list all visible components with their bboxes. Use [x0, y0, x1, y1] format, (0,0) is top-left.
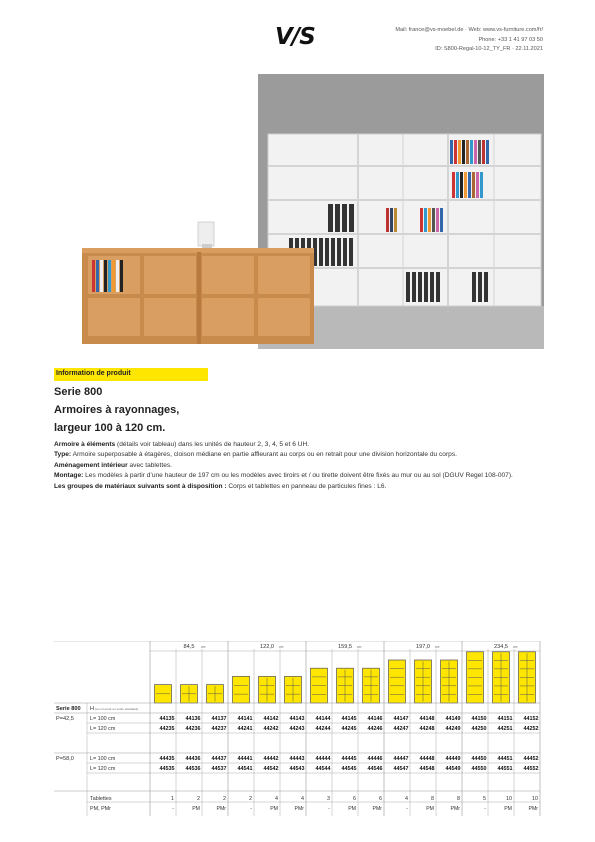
shelves-count: 8 — [457, 796, 460, 802]
description-label: Aménagement intérieur — [54, 461, 128, 469]
description-line — [54, 461, 544, 471]
article-code: 44250 — [471, 726, 487, 732]
shelves-count: 4 — [301, 796, 304, 802]
shelves-count: 4 — [275, 796, 278, 802]
article-code: 44244 — [315, 726, 331, 732]
article-code: 44544 — [315, 766, 331, 772]
description-line — [54, 440, 544, 450]
shelves-label: Tablettes — [90, 796, 112, 802]
article-code: 44236 — [185, 726, 201, 732]
article-code: 44543 — [289, 766, 305, 772]
article-code: 44148 — [419, 716, 435, 722]
description-text: Corps et tablettes en panneau de particules fines : L6. — [226, 482, 387, 490]
article-code: 44547 — [393, 766, 409, 772]
shelves-count: 10 — [532, 796, 538, 802]
height-unit: cm — [201, 645, 206, 649]
article-code: 44243 — [289, 726, 305, 732]
contact-mail: Mail: france@vs-moebel.de · Web: www.vs-furniture.com/fr/ — [395, 27, 543, 33]
shelves-count: 1 — [171, 796, 174, 802]
description-text: (détails voir tableau) dans les unités de hauteur 2, 3, 4, 5 et 6 UH. — [115, 441, 310, 448]
article-code: 44151 — [497, 716, 513, 722]
height-label: H — [90, 706, 95, 712]
height-note: (en cm pour un socle standard) — [95, 707, 138, 711]
description-text: Les modèles à partir d’une hauteur de 197 cm ou les modèles avec tiroirs et / ou tirette doivent être fixés au mur ou au sol (DGUV Regel 108-007). — [83, 472, 513, 480]
article-code: 44146 — [367, 716, 383, 722]
partition-type: - — [484, 806, 486, 812]
article-code: 44235 — [159, 726, 175, 732]
cabinet-icon — [389, 660, 406, 703]
partition-type: PMr — [450, 806, 460, 812]
article-code: 44141 — [237, 716, 253, 722]
article-code: 44251 — [497, 726, 513, 732]
partition-type: - — [172, 806, 174, 812]
partition-type: PM — [504, 806, 512, 812]
article-code: 44136 — [185, 716, 201, 722]
shelves-count: 3 — [327, 796, 330, 802]
height-unit: cm — [357, 645, 362, 649]
shelves-count: 6 — [353, 796, 356, 802]
article-code: 44448 — [419, 756, 435, 762]
article-code: 44437 — [211, 756, 227, 762]
description-label: Les groupes de matériaux suivants sont à disposition : — [54, 482, 227, 490]
article-code: 44245 — [341, 726, 357, 732]
article-code: 44542 — [263, 766, 279, 772]
width-label: L= 100 cm — [90, 756, 116, 762]
article-code: 44446 — [367, 756, 383, 762]
product-name-line2: largeur 100 à 120 cm. — [54, 422, 166, 434]
description-label: Armoire à éléments — [54, 441, 116, 448]
article-code: 44147 — [393, 716, 409, 722]
article-code: 44445 — [341, 756, 357, 762]
description-label: Type: — [54, 451, 72, 459]
depth-label: P=42,5 — [56, 716, 74, 722]
partition-type: PMr — [294, 806, 304, 812]
article-code: 44237 — [211, 726, 227, 732]
partition-type: - — [406, 806, 408, 812]
height-value: 84,5 — [183, 644, 195, 650]
article-code: 44150 — [471, 716, 487, 722]
article-code: 44548 — [419, 766, 435, 772]
contact-phone: Phone: +33 1 41 97 03 50 — [478, 36, 543, 43]
article-code: 44436 — [185, 756, 201, 762]
article-code: 44549 — [445, 766, 461, 772]
height-unit: cm — [279, 645, 284, 649]
description-text: Armoire superposable à étagères, cloison médiane en partie affleurant au corps ou en retrait pour une division horizontale du corps. — [71, 451, 457, 459]
partition-type: PM — [348, 806, 356, 812]
cabinet-icon — [233, 676, 250, 703]
article-code: 44447 — [393, 756, 409, 762]
article-code: 44537 — [211, 766, 227, 772]
article-code: 44249 — [445, 726, 461, 732]
description-line — [54, 471, 544, 481]
article-code: 44145 — [341, 716, 357, 722]
height-value: 122,0 — [260, 644, 274, 650]
depth-label: P=58,0 — [56, 756, 74, 762]
shelves-count: 2 — [197, 796, 200, 802]
article-code: 44450 — [471, 756, 487, 762]
article-code: 44152 — [523, 716, 539, 722]
article-code: 44449 — [445, 756, 461, 762]
article-code: 44536 — [185, 766, 201, 772]
article-code: 44241 — [237, 726, 253, 732]
shelves-count: 5 — [483, 796, 486, 802]
description-line — [54, 482, 544, 492]
article-code: 44144 — [315, 716, 331, 722]
article-code: 44137 — [211, 716, 227, 722]
height-unit: cm — [435, 645, 440, 649]
series-title: Serie 800 — [54, 386, 103, 398]
vs-logo: V/S — [275, 24, 315, 50]
article-code: 44441 — [237, 756, 253, 762]
height-value: 234,5 — [494, 644, 508, 650]
shelves-count: 8 — [431, 796, 434, 802]
height-unit: cm — [513, 645, 518, 649]
shelves-count: 2 — [249, 796, 252, 802]
article-code: 44435 — [159, 756, 175, 762]
partition-type: PM — [270, 806, 278, 812]
description-line — [54, 450, 544, 460]
description-label: Montage: — [54, 472, 84, 480]
product-photo — [52, 74, 544, 349]
shelves-count: 4 — [405, 796, 408, 802]
article-code: 44535 — [159, 766, 175, 772]
height-value: 197,0 — [416, 644, 430, 650]
article-code: 44252 — [523, 726, 539, 732]
article-code: 44242 — [263, 726, 279, 732]
contact-info — [395, 26, 543, 55]
article-code: 44443 — [289, 756, 305, 762]
product-name-line1: Armoires à rayonnages, — [54, 404, 180, 416]
product-description — [54, 440, 544, 492]
partition-type: PMr — [372, 806, 382, 812]
partition-type: PMr — [528, 806, 538, 812]
series-label: Serie 800 — [56, 706, 81, 712]
article-code: 44143 — [289, 716, 305, 722]
article-code: 44149 — [445, 716, 461, 722]
article-code: 44142 — [263, 716, 279, 722]
shelves-count: 2 — [223, 796, 226, 802]
article-table — [54, 641, 542, 816]
article-code: 44550 — [471, 766, 487, 772]
partition-type: - — [250, 806, 252, 812]
height-value: 159,5 — [338, 644, 352, 650]
article-code: 44552 — [523, 766, 539, 772]
width-label: L= 100 cm — [90, 716, 116, 722]
article-code: 44545 — [341, 766, 357, 772]
article-code: 44246 — [367, 726, 383, 732]
article-code: 44135 — [159, 716, 175, 722]
article-code: 44541 — [237, 766, 253, 772]
partition-type: - — [328, 806, 330, 812]
width-label: L= 120 cm — [90, 766, 116, 772]
article-code: 44442 — [263, 756, 279, 762]
product-info-badge: Information de produit — [54, 368, 208, 381]
article-code: 44452 — [523, 756, 539, 762]
article-code: 44248 — [419, 726, 435, 732]
shelves-count: 10 — [506, 796, 512, 802]
width-label: L= 120 cm — [90, 726, 116, 732]
article-code: 44551 — [497, 766, 513, 772]
shelves-count: 6 — [379, 796, 382, 802]
article-code: 44451 — [497, 756, 513, 762]
description-text: avec tablettes. — [127, 461, 173, 469]
partition-type: PM — [426, 806, 434, 812]
article-code: 44247 — [393, 726, 409, 732]
partition-type: PMr — [216, 806, 226, 812]
partition-type: PM — [192, 806, 200, 812]
document-id: ID: S800-Regal-10-12_TY_FR · 22.11.2021 — [435, 46, 543, 52]
partition-label: PM, PMr — [90, 806, 111, 812]
article-code: 44444 — [315, 756, 331, 762]
article-code: 44546 — [367, 766, 383, 772]
